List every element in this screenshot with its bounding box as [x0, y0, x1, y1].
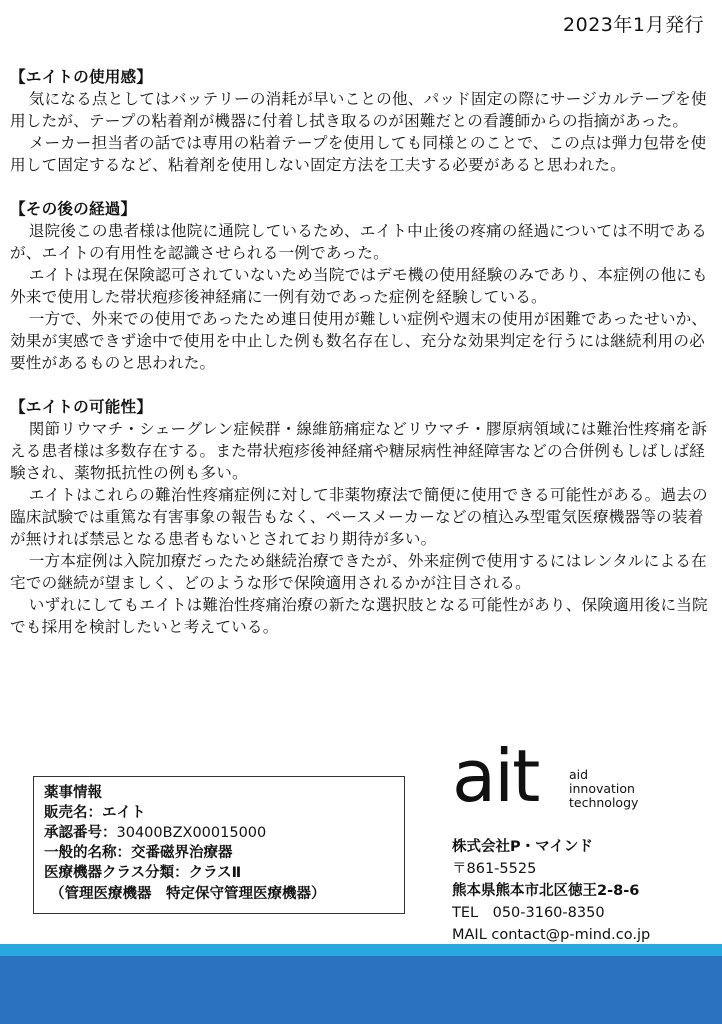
info-row-generic-name — [44, 843, 394, 863]
info-row-device-class — [44, 863, 394, 883]
info-box-note: （管理医療機器 特定保守管理医療機器） — [50, 886, 326, 902]
info-value: 交番磁界治療器 — [131, 845, 233, 861]
logo-tagline-line: technology — [569, 795, 639, 810]
info-label: 医療機器クラス分類： — [44, 865, 189, 881]
info-label: 一般的名称： — [44, 845, 131, 861]
info-value: 30400BZX00015000 — [116, 825, 267, 841]
paragraph: 退院後この患者様は他院に通院しているため、エイト中止後の疼痛の経過については不明であるが、エイトの有用性を認識させられる一例であった。 — [10, 222, 707, 262]
ait-logo — [452, 734, 662, 818]
regulatory-info-box — [33, 776, 405, 914]
info-value: クラスⅡ — [188, 865, 242, 881]
section-heading: 【エイトの使用感】 — [10, 68, 153, 86]
company-tel: TEL 050-3160-8350 — [452, 905, 605, 921]
paragraph: いずれにしてもエイトは難治性疼痛治療の新たな選択肢となる可能性があり、保険適用後に当院でも採用を検討したいと考えている。 — [10, 596, 708, 636]
info-label: 販売名： — [44, 805, 102, 821]
company-info — [452, 836, 650, 946]
paragraph: 一方本症例は入院加療だったため継続治療できたが、外来症例で使用するにはレンタルによる在宅での継続が望ましく、どのような形で保険適用されるかが注目される。 — [10, 552, 707, 592]
footer-band-light — [0, 944, 722, 956]
company-postal: 〒861-5525 — [452, 861, 537, 877]
section-possibility — [10, 396, 718, 638]
company-address: 熊本県熊本市北区徳王2-8-6 — [452, 883, 640, 899]
logo-mark: ait — [452, 734, 539, 818]
logo-tagline-line: innovation — [569, 781, 635, 796]
section-usage — [10, 66, 718, 176]
footer-band — [0, 956, 722, 1024]
issue-date: 2023年1月発行 — [563, 14, 704, 36]
paragraph: エイトはこれらの難治性疼痛症例に対して非薬物療法で簡便に使用できる可能性がある。過去の臨床試験では重篤な有害事象の報告もなく、ペースメーカーなどの植込み型電気医療機器等の装着が無ければ禁忌となる患者もないとされており期待が多い。 — [10, 486, 708, 548]
info-row-approval-number — [44, 823, 394, 843]
paragraph: 関節リウマチ・シェーグレン症候群・線維筋痛症などリウマチ・膠原病領域には難治性疼痛を訴える患者様は多数存在する。また帯状疱疹後神経痛や糖尿病性神経障害などの合併例もしばしば経験され、薬物抵抗性の例も多い。 — [10, 420, 708, 482]
info-value: エイト — [102, 805, 146, 821]
paragraph: 気になる点としてはバッテリーの消耗が早いことの他、パッド固定の際にサージカルテープを使用したが、テープの粘着剤が機器に付着し拭き取るのが困難だとの看護師からの指摘があった。 — [10, 90, 707, 130]
section-progress — [10, 198, 718, 374]
section-heading: 【その後の経過】 — [10, 200, 137, 218]
section-heading: 【エイトの可能性】 — [10, 398, 153, 416]
logo-tagline — [569, 768, 638, 810]
info-box-title: 薬事情報 — [44, 785, 102, 801]
paragraph: エイトは現在保険認可されていないため当院ではデモ機の使用経験のみであり、本症例の他にも外来で使用した帯状疱疹後神経痛に一例有効であった症例を経験している。 — [10, 266, 708, 306]
paragraph: 一方で、外来での使用であったため連日使用が難しい症例や週末の使用が困難であったせいか、効果が実感できず途中で使用を中止した例も数名存在し、充分な効果判定を行うには継続利用の必要性があるものと思われた。 — [10, 310, 708, 372]
info-label: 承認番号： — [44, 825, 117, 841]
paragraph: メーカー担当者の話では専用の粘着テープを使用しても同様とのことで、この点は弾力包帯を使用して固定するなど、粘着剤を使用しない固定方法を工夫する必要があると思われた。 — [10, 134, 707, 174]
company-name: 株式会社P・マインド — [452, 839, 593, 855]
article-body — [10, 66, 718, 660]
company-mail: MAIL contact@p-mind.co.jp — [452, 927, 651, 943]
info-row-product-name — [44, 803, 394, 823]
logo-tagline-line: aid — [569, 767, 589, 782]
